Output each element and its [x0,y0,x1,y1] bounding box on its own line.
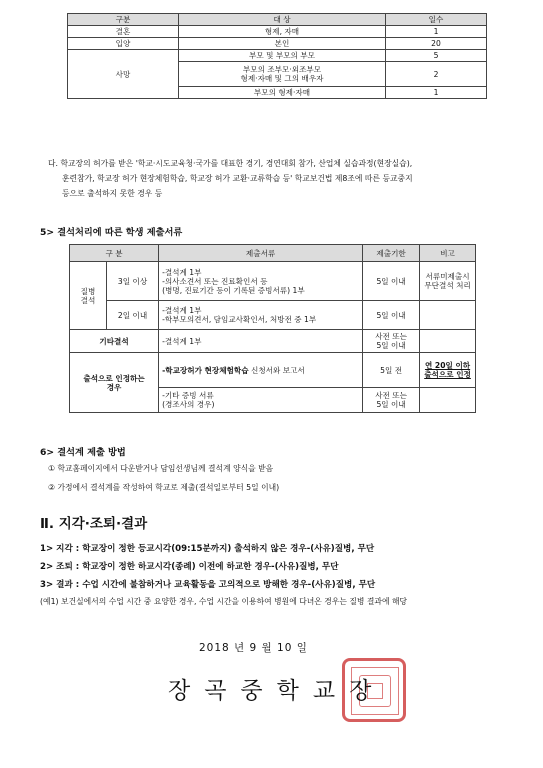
doc-line: -결석계 1부 [162,267,202,277]
target-cell: 형제, 자매 [179,26,386,38]
deadline-line: 5일 이내 [376,341,406,350]
target-line: 형제·자매 및 그의 배우자 [240,74,324,83]
docs-cell: -결석계 1부 [159,330,363,353]
note-cell [420,388,476,413]
doc-line: -학부모의견서, 담임교사확인서, 처방전 중 1부 [162,315,317,324]
deadline-line: 5일 이내 [376,400,406,409]
note-line: 무단결석 처리 [424,281,471,290]
docs-rest: 신청서와 보고서 [248,365,305,375]
label-line: 결석 [80,295,96,305]
header-cell: 구분 [68,14,179,26]
target-cell: 본인 [179,38,386,50]
part2-example: (예1) 보건실에서의 수업 시간 중 요양한 경우, 수업 시간을 이용하여 병원에 다녀온 경우는 질병 결과에 해당 [40,597,408,606]
label-line: 출석으로 인정하는 [83,373,145,383]
deadline-line: 사전 또는 [375,332,407,341]
recognized-label-cell [70,353,159,413]
part2-line-2: 2> 조퇴 : 학교장이 정한 하교시각(종례) 이전에 하교한 경우-(사유)질병, 무단 [40,562,339,572]
days-cell: 5 [386,50,487,62]
days-cell: 20 [386,38,487,50]
note-line: 다. 학교장의 허가를 받은 '학교·시도교육청·국가를 대표한 경기, 경연대회 참가, 산업체 실습과정(현장실습), [48,159,413,168]
section6-item-2: ② 가정에서 결석계를 작성하여 학교로 제출(결석일로부터 5일 이내) [48,483,280,492]
section6-item-1: ① 학교홈페이지에서 다운받거나 담임선생님께 결석계 양식을 받음 [48,464,274,473]
note-cell [420,330,476,353]
target-line: 부모의 조부모·외조부모 [242,65,322,74]
category-cell: 결혼 [68,26,179,38]
header-cell: 비고 [420,245,476,262]
note-cell [420,353,476,388]
part2-line-1: 1> 지각 : 학교장이 정한 등교시각(09:15분까지) 출석하지 않은 경우-(사유)질병, 무단 [40,544,375,554]
table-row [70,353,476,388]
table-row [68,26,487,38]
days-cell: 1 [386,87,487,99]
label-line: 질병 [80,286,96,296]
part2-title: Ⅱ. 지각·조퇴·결과 [40,516,148,532]
docs-cell [159,262,363,301]
target-cell: 부모의 형제·자매 [179,87,386,99]
header-cell: 일수 [386,14,487,26]
doc-line: -기타 증빙 서류 [162,391,214,400]
note-cell [420,301,476,330]
deadline-cell: 5일 이내 [363,262,420,301]
note-da [48,156,518,201]
document-date: 2018 년 9 월 10 일 [199,642,308,654]
deadline-line: 사전 또는 [375,391,407,400]
doc-line: (병명, 진료기간 등이 기록된 증빙서류) 1부 [162,285,305,295]
doc-line: -결석계 1부 [162,306,202,315]
period-cell: 2일 이내 [107,301,159,330]
table-row [70,330,476,353]
header-cell: 구 분 [70,245,159,262]
deadline-cell [363,330,420,353]
deadline-cell: 5일 전 [363,353,420,388]
other-label-cell: 기타결석 [70,330,159,353]
days-cell: 2 [386,62,487,87]
documents-table [69,244,476,413]
note-cell [420,262,476,301]
table-header-row [70,245,476,262]
table-row [68,38,487,50]
doc-line: -의사소견서 또는 진료확인서 등 [162,276,268,286]
table-row [70,301,476,330]
illness-label-cell [70,262,107,330]
doc-line: (경조사의 경우) [162,400,215,409]
leave-days-table [67,13,487,99]
note-line: 서류미제출시 [425,272,470,281]
period-cell: 3일 이상 [107,262,159,301]
note-line: 연 20일 이하 [424,361,471,370]
table-header-row [68,14,487,26]
days-cell: 1 [386,26,487,38]
part2-line-3: 3> 결과 : 수업 시간에 불참하거나 교육활동을 고의적으로 방해한 경우-(사유)질병, 무단 [40,580,376,590]
category-cell: 입양 [68,38,179,50]
section6-title: 6> 결석계 제출 방법 [40,447,126,458]
note-line: 등으로 출석하지 못한 경우 등 [62,189,163,198]
target-cell: 부모 및 부모의 부모 [179,50,386,62]
table-row [70,262,476,301]
table-row [68,50,487,62]
header-cell: 대 상 [179,14,386,26]
header-cell: 제출서류 [159,245,363,262]
principal-signature: 장곡중학교장 [168,678,386,704]
section5-title: 5> 결석처리에 따른 학생 제출서류 [40,227,183,238]
docs-cell [159,353,363,388]
target-cell [179,62,386,87]
header-cell: 제출기한 [363,245,420,262]
note-line: 출석으로 인정 [424,370,471,379]
deadline-cell [363,388,420,413]
docs-cell [159,301,363,330]
note-line: 훈련참가, 학교장 허가 현장체험학습, 학교장 허가 교환·교류학습 등' 학교보건법 제8조에 따른 등교중지 [62,174,413,183]
label-line: 경우 [106,382,122,392]
category-cell: 사망 [68,50,179,99]
docs-cell [159,388,363,413]
docs-bold: -학교장허가 현장체험학습 [162,365,249,375]
deadline-cell: 5일 이내 [363,301,420,330]
